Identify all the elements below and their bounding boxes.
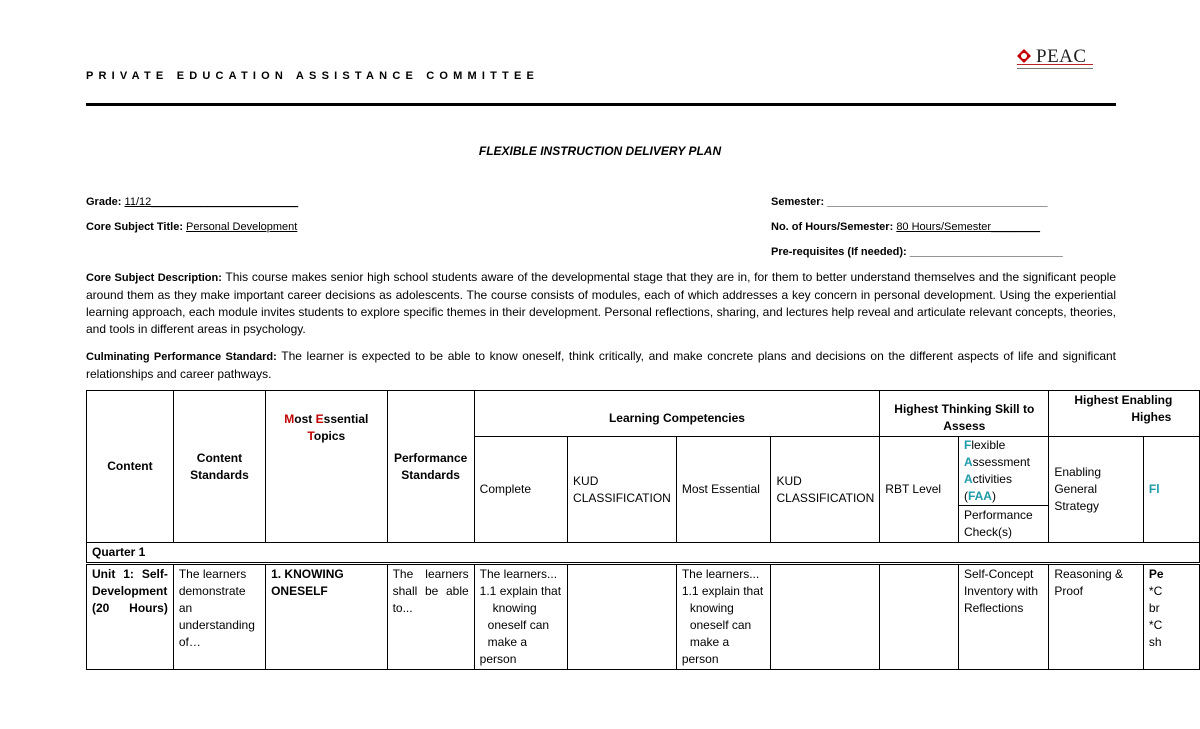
prereq-label: Pre-requisites (If needed):	[771, 246, 907, 258]
organization-name: PRIVATE EDUCATION ASSISTANCE COMMITTEE	[86, 70, 540, 82]
header-complete: Complete	[474, 437, 567, 543]
row-flexible-cut: Pe *C br *C sh	[1143, 564, 1199, 670]
header-enabling-strategy: Enabling General Strategy	[1049, 437, 1144, 543]
grade-label: Grade:	[86, 196, 122, 208]
quarter-row	[87, 543, 1200, 564]
peac-logo	[1016, 46, 1096, 74]
culminating-performance-standard	[86, 348, 1116, 383]
table-row	[87, 564, 1200, 670]
prereq-field	[771, 246, 1063, 258]
core-subject-label: Core Subject Title:	[86, 221, 183, 233]
core-subject-value: Personal Development	[186, 221, 298, 233]
culminating-label: Culminating Performance Standard:	[86, 351, 277, 363]
row-enabling-strategy: Reasoning & Proof	[1049, 564, 1144, 670]
header-content-standards: Content Standards	[173, 391, 265, 543]
quarter-label: Quarter 1	[87, 543, 1200, 564]
semester-field	[771, 196, 1048, 208]
header-rbt-level: RBT Level	[880, 437, 959, 543]
header-highest-thinking: Highest Thinking Skill to Assess	[880, 391, 1049, 437]
logo-text: PEAC	[1036, 46, 1087, 67]
description-text: This course makes senior high school students aware of the developmental stage that they are in, for them to better understand themselves and the significant people around them as they make important career decisions as adolescents. The course consists of modules, each of which addresses a key concern in personal development. Using the experiential learning approach, each module invites students to explore specific themes in their development. Personal reflections, sharing, and lectures help reveal and articulate relevant concepts, theories, and tools in different areas in psychology.	[86, 270, 1117, 336]
header-flexible-cut: Fl	[1143, 437, 1199, 543]
header-highest-enabling: Highest Enabling Highes	[1049, 391, 1200, 437]
header-kud-2: KUD CLASSIFICATION	[771, 437, 880, 543]
row-complete-competency: The learners... 1.1 explain that knowing oneself can make a person	[474, 564, 567, 670]
header-kud-1: KUD CLASSIFICATION	[568, 437, 677, 543]
row-content: Unit 1: Self- Development (20 Hours)	[87, 564, 174, 670]
core-subject-description	[86, 269, 1116, 338]
peac-logo-icon	[1016, 48, 1032, 64]
row-faa: Self-Concept Inventory with Reflections	[958, 564, 1048, 670]
fidp-table	[86, 390, 1200, 670]
header-performance-standards: Performance Standards	[387, 391, 474, 543]
grade-field	[86, 196, 298, 208]
document-title: FLEXIBLE INSTRUCTION DELIVERY PLAN	[478, 144, 722, 158]
prereq-value: _________________________	[909, 246, 1063, 258]
row-most-essential-competency: The learners... 1.1 explain that knowing oneself can make a person	[676, 564, 771, 670]
grade-value: 11/12________________________	[124, 196, 299, 208]
semester-label: Semester:	[771, 196, 825, 208]
hours-label: No. of Hours/Semester:	[771, 221, 894, 233]
row-rbt-level	[880, 564, 959, 670]
logo-tagline-line	[1017, 68, 1093, 69]
description-label: Core Subject Description:	[86, 272, 222, 284]
core-subject-field	[86, 221, 297, 233]
faa-label: Flexible Assessment Activities (FAA)	[963, 438, 1030, 503]
row-content-standards: The learners demonstrate an understanding of…	[173, 564, 265, 670]
row-kud-1	[568, 564, 677, 670]
header-most-essential: Most Essential	[676, 437, 771, 543]
semester-value: ____________________________________	[827, 196, 1048, 208]
header-faa	[958, 437, 1048, 543]
performance-check-label: Performance Check(s)	[959, 505, 1048, 542]
row-performance-standards: The learners shall be able to...	[387, 564, 474, 670]
header-learning-competencies: Learning Competencies	[474, 391, 880, 437]
header-rule	[86, 103, 1116, 106]
header-content: Content	[87, 391, 174, 543]
header-row-1	[87, 391, 1200, 437]
header-most-essential-topics: Most Essential Topics	[266, 391, 388, 543]
row-most-essential-topic: 1. KNOWING ONESELF	[266, 564, 388, 670]
hours-field	[771, 221, 1040, 233]
row-kud-2	[771, 564, 880, 670]
culminating-text: The learner is expected to be able to know oneself, think critically, and make concrete plans and decisions on the different aspects of life and significant relationships and career pathways.	[86, 349, 1116, 381]
hours-value: 80 Hours/Semester________	[896, 221, 1041, 233]
